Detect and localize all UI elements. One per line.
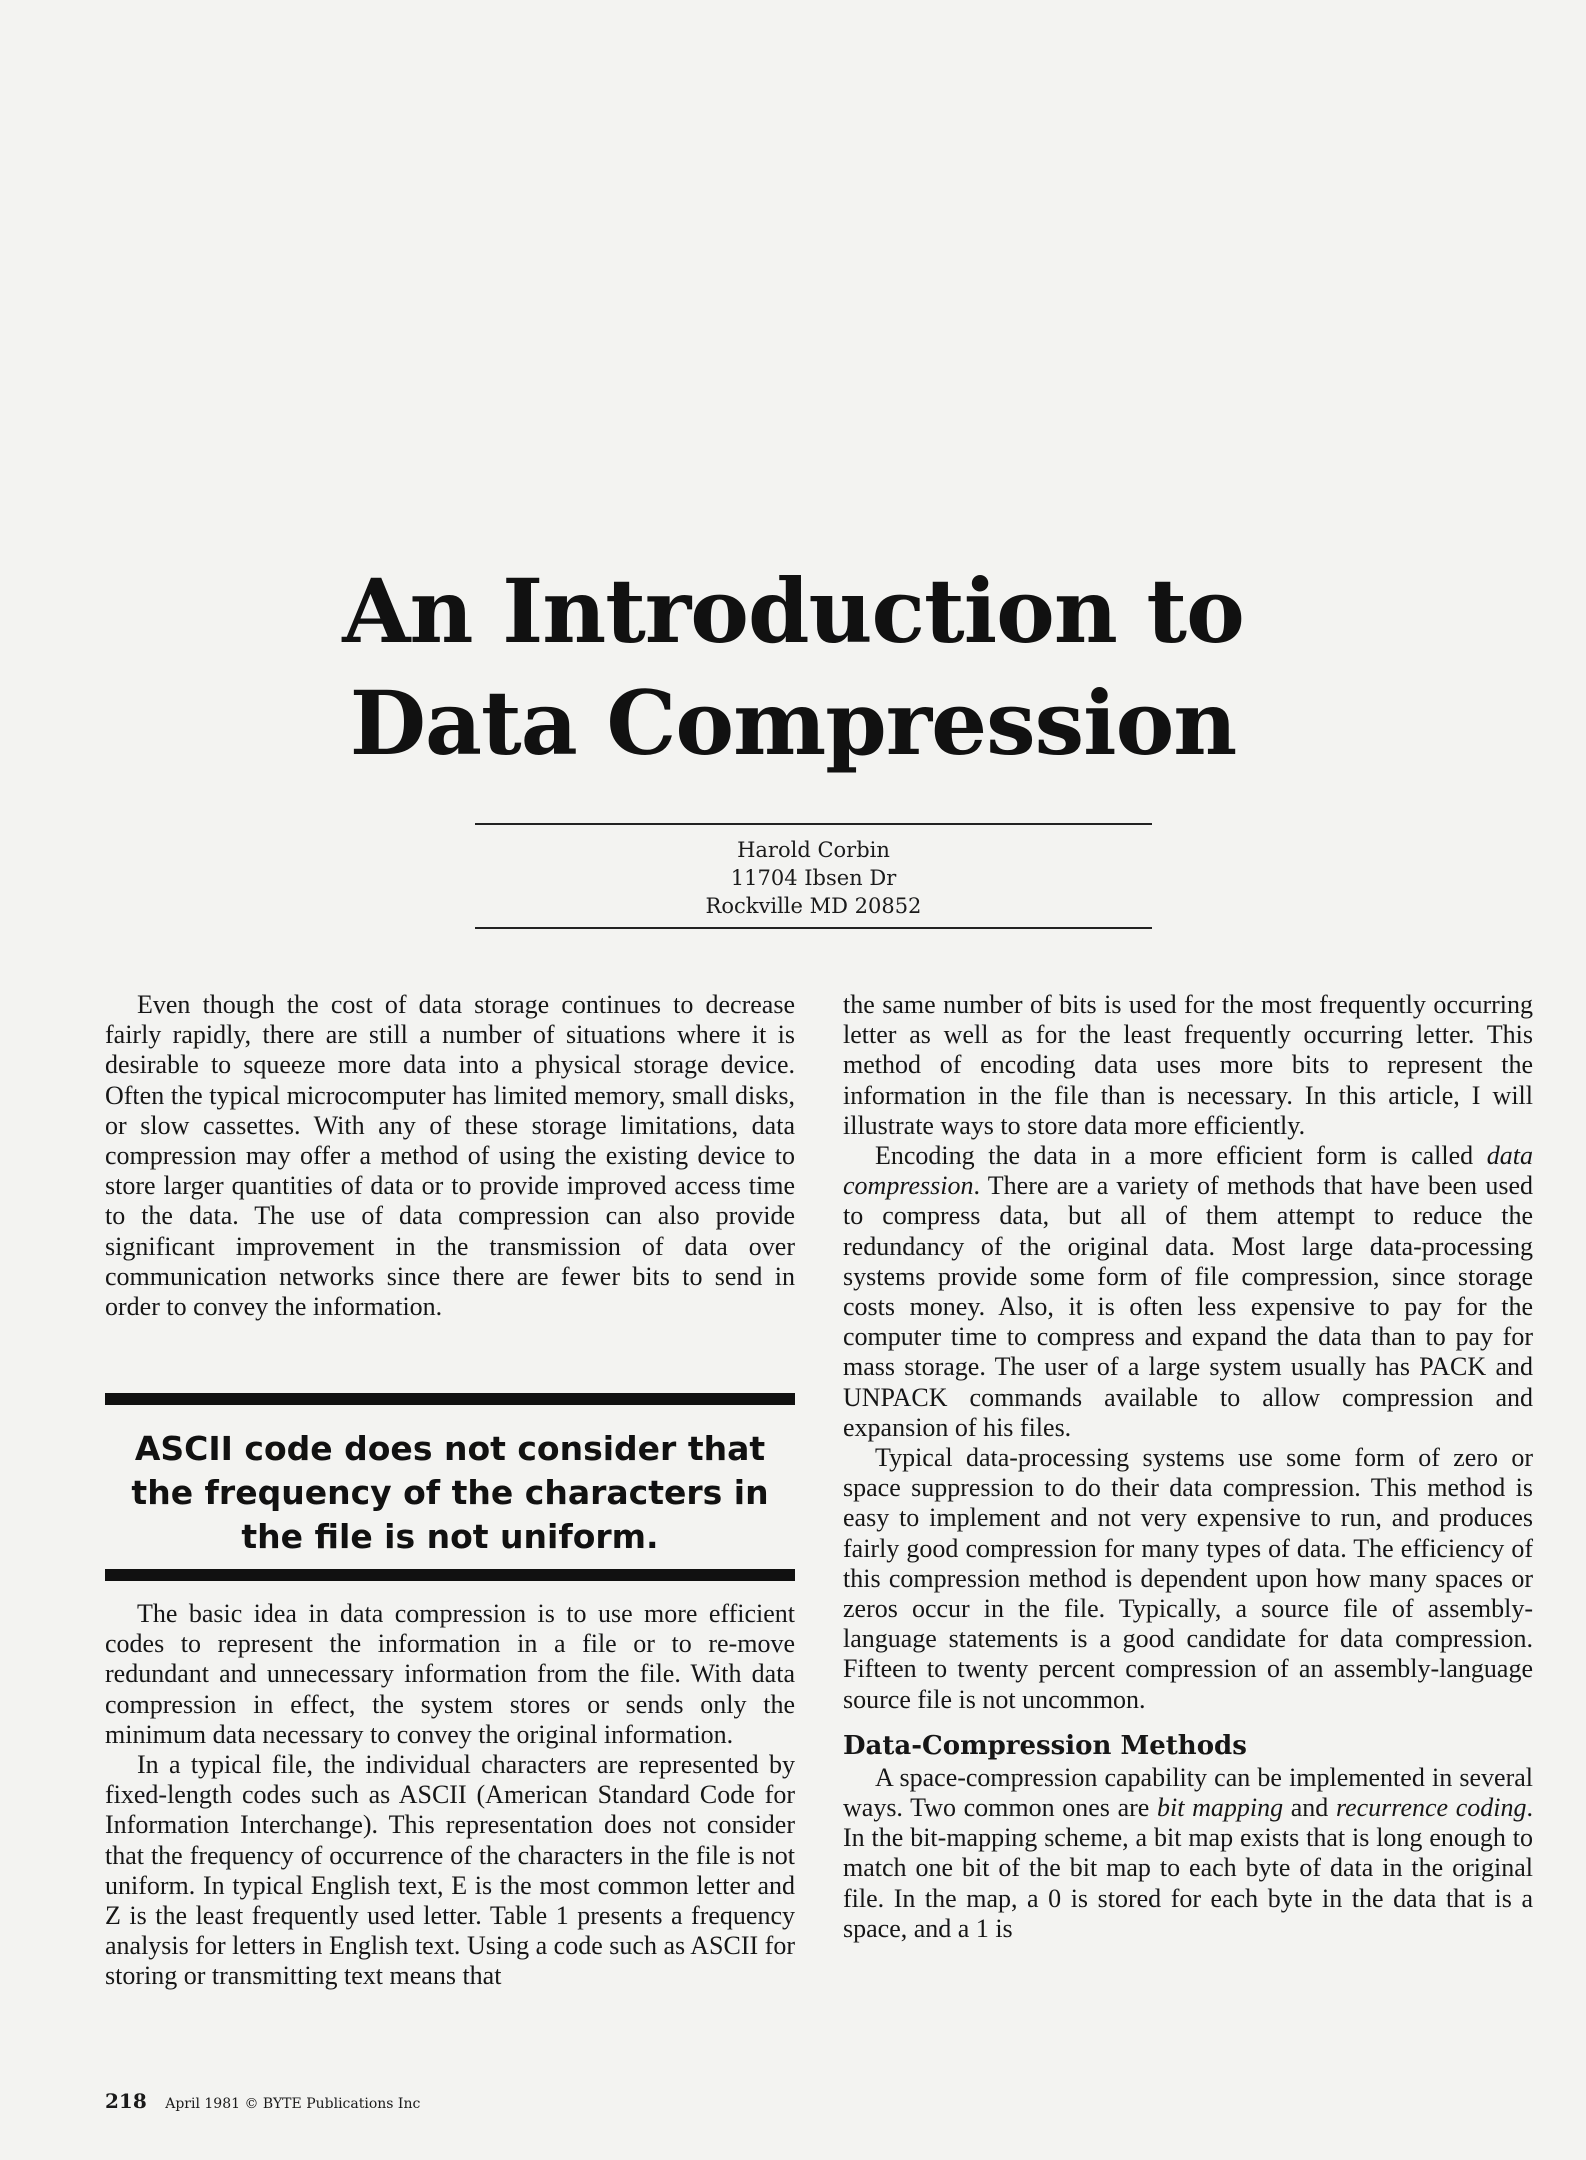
emphasis-term: data compression [843,1141,1533,1201]
title-line-2: Data Compression [349,671,1237,775]
body-paragraph: Typical data-processing systems use some form of zero or space suppression to do their data compression. This method is easy to implement and not very expensive to run, and produces fairly good compression for many types of data. The efficiency of this compression method is dependent upon how many spaces or zeros occur in the file. Typically, a source file of assembly-language statements is a good candidate for data compression. Fifteen to twenty percent compression of an assembly-language source file is not uncommon. [843,1443,1533,1714]
text-run: and [1283,1793,1336,1823]
pull-quote-top-bar [105,1393,795,1405]
author-city: Rockville MD 20852 [705,894,922,918]
author-name: Harold Corbin [737,838,890,862]
page-number: 218 [105,2089,147,2113]
emphasis-term: recurrence coding [1335,1793,1527,1823]
text-run: . In the bit-mapping scheme, a bit map exists that is long enough to match one bit of the bit map to each byte of data in the original file. In the map, a 0 is stored for each byte in the data that is a space, and a 1 is [843,1793,1533,1943]
left-column-top [105,990,795,1322]
body-paragraph: In a typical file, the individual characters are represented by fixed-length codes such as ASCII (American Standard Code for Information Interchange). This representation does not consider that the frequency of occurrence of the characters in the file is not uniform. In typical English text, E is the most common letter and Z is the least frequently used letter. Table 1 presents a frequency analysis for letters in English text. Using a code such as ASCII for storing or transmitting text means that [105,1750,795,1991]
issue-credit: April 1981 © BYTE Publications Inc [165,2096,421,2112]
body-paragraph: The basic idea in data compression is to use more efficient codes to represent the information in a file or to re-move redundant and unnecessary information from the file. With data compression in effect, the system stores or sends only the minimum data necessary to convey the original information. [105,1599,795,1749]
text-run: A space-compression capability can be implemented in several ways. Two common ones are [843,1762,1533,1823]
emphasis-term: bit mapping [1156,1793,1284,1823]
text-run: Encoding the data in a more efficient form is called [875,1141,1487,1171]
title-line-1: An Introduction to [342,559,1244,663]
pull-quote [105,1393,795,1581]
right-column [843,990,1533,1944]
byline [475,836,1152,920]
body-paragraph: the same number of bits is used for the most frequently occurring letter as well as for the least frequently occurring letter. This method of encoding data uses more bits to represent the information in the file than is necessary. In this article, I will illustrate ways to store data more efficiently. [843,990,1533,1140]
section-heading: Data-Compression Methods [843,1730,1247,1761]
byline-top-rule [475,823,1152,825]
author-street: 11704 Ibsen Dr [730,866,897,890]
page-footer [105,2089,420,2113]
pull-quote-bottom-bar [105,1569,795,1581]
body-paragraph [843,1141,1533,1443]
left-column-bottom [105,1599,795,1992]
pull-quote-text: ASCII code does not consider that the frequency of the characters in the file is not uniform. [131,1429,769,1556]
byline-bottom-rule [475,927,1152,929]
article-title [0,555,1586,779]
body-paragraph [843,1763,1533,1944]
text-run: . There are a variety of methods that have been used to compress data, but all of them attempt to reduce the redundancy of the original data. Most large data-processing systems provide some form of file compression, since storage costs money. Also, it is often less expensive to pay for the computer time to compress and expand the data than to pay for mass storage. The user of a large system usually has PACK and UNPACK commands available to allow compression and expansion of his files. [843,1171,1533,1442]
body-paragraph: Even though the cost of data storage continues to decrease fairly rapidly, there are still a number of situations where it is desirable to squeeze more data into a physical storage device. Often the typical microcomputer has limited memory, small disks, or slow cassettes. With any of these storage limitations, data compression may offer a method of using the existing device to store larger quantities of data or to provide improved access time to the data. The use of data compression can also provide significant improvement in the transmission of data over communication networks since there are fewer bits to send in order to convey the information. [105,990,795,1322]
